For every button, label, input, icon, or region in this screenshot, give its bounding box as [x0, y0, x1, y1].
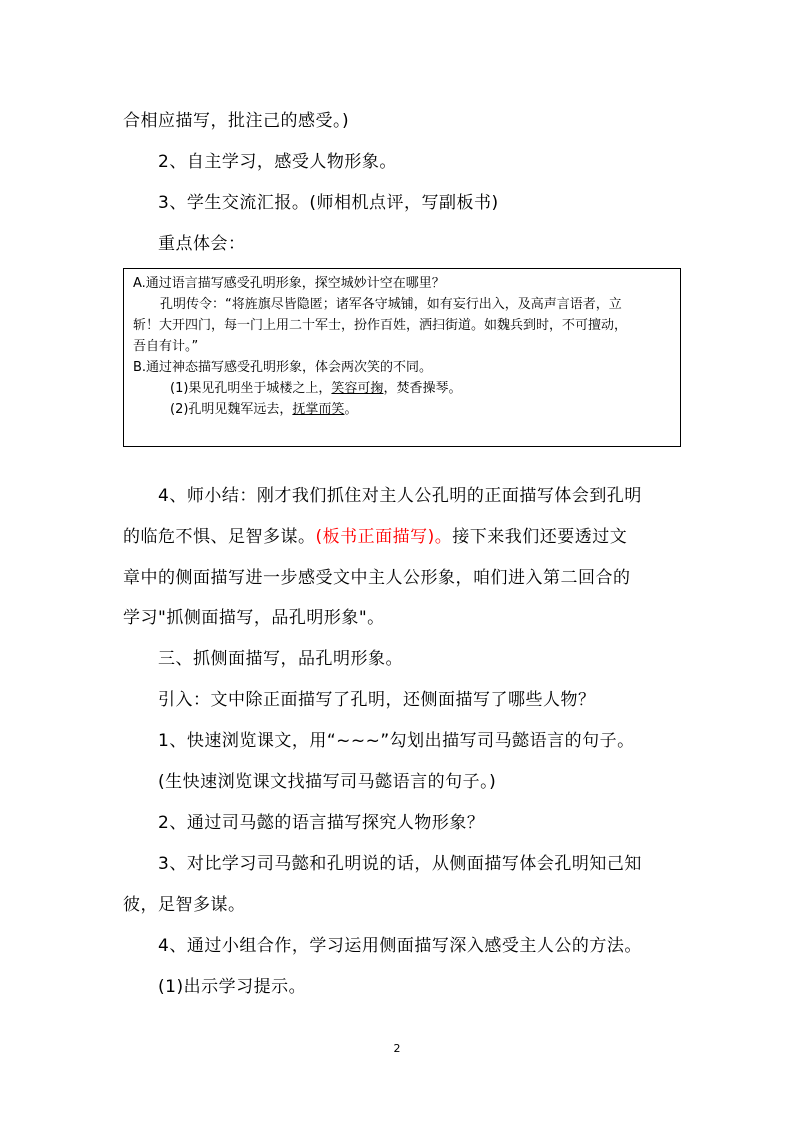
step-2: 2、通过司马懿的语言描写探究人物形象？: [158, 813, 485, 833]
box-item-b1: [170, 380, 461, 398]
list-item-3: 3、学生交流汇报。(师相机点评，写副板书): [158, 193, 499, 213]
list-item-2: 2、自主学习，感受人物形象。: [158, 152, 397, 172]
box-item-b1-pre: (1)果见孔明坐于城楼之上，: [170, 381, 332, 396]
box-item-b1-post: ，焚香操琴。: [383, 381, 462, 396]
text-line: 合相应描写，批注己的感受。): [123, 111, 350, 131]
section-label: 重点体会：: [158, 234, 246, 254]
box-quote-line-2: 斩！大开四门，每一门上用二十军士，扮作百姓，洒扫街道。如魏兵到时，不可擅动，: [133, 318, 628, 333]
box-item-b2-pre: (2)孔明见魏军远去，: [170, 402, 293, 417]
step-1: 1、快速浏览课文，用“~~~”勾划出描写司马懿语言的句子。: [158, 731, 635, 751]
step-1-note: (生快速浏览课文找描写司马懿语言的句子。): [158, 772, 497, 792]
page-number: 2: [393, 1042, 401, 1055]
box-item-b2-post: 。: [344, 402, 358, 417]
summary-line-4: 学习"抓侧面描写，品孔明形象"。: [123, 608, 385, 628]
step-3-line-1: 3、对比学习司马懿和孔明说的话，从侧面描写体会孔明知己知: [158, 854, 642, 874]
summary-line-1: 4、师小结：刚才我们抓住对主人公孔明的正面描写体会到孔明: [158, 486, 642, 506]
section-heading-3: 三、抓侧面描写，品孔明形象。: [158, 649, 403, 669]
box-quote-line-3: 吾自有计。”: [133, 339, 199, 354]
key-points-box: [123, 268, 681, 447]
summary-line-3: 章中的侧面描写进一步感受文中主人公形象，咱们进入第二回合的: [123, 568, 631, 588]
summary-text: 接下来我们还要透过文: [452, 527, 628, 547]
board-note-red: (板书正面描写)。: [315, 527, 453, 547]
summary-line-2: [123, 525, 627, 549]
box-item-a-title: A.通过语言描写感受孔明形象，探空城妙计空在哪里？: [133, 276, 445, 291]
box-item-b-title: B.通过神态描写感受孔明形象，体会两次笑的不同。: [133, 360, 433, 375]
box-quote-line-1: 孔明传令：“将旌旗尽皆隐匿；诸军各守城铺，如有妄行出入，及高声言语者，立: [160, 297, 622, 312]
step-3-line-2: 彼，足智多谋。: [123, 895, 246, 915]
box-item-b1-underlined: 笑容可掬: [331, 381, 384, 396]
box-item-b2: [170, 401, 357, 419]
summary-text: 的临危不惧、足智多谋。: [123, 527, 316, 547]
intro-line: 引入：文中除正面描写了孔明，还侧面描写了哪些人物？: [158, 690, 596, 710]
box-item-b2-underlined: 抚掌而笑: [292, 402, 345, 417]
step-4-sub-1: (1)出示学习提示。: [158, 977, 307, 997]
step-4: 4、通过小组合作，学习运用侧面描写深入感受主人公的方法。: [158, 936, 642, 956]
